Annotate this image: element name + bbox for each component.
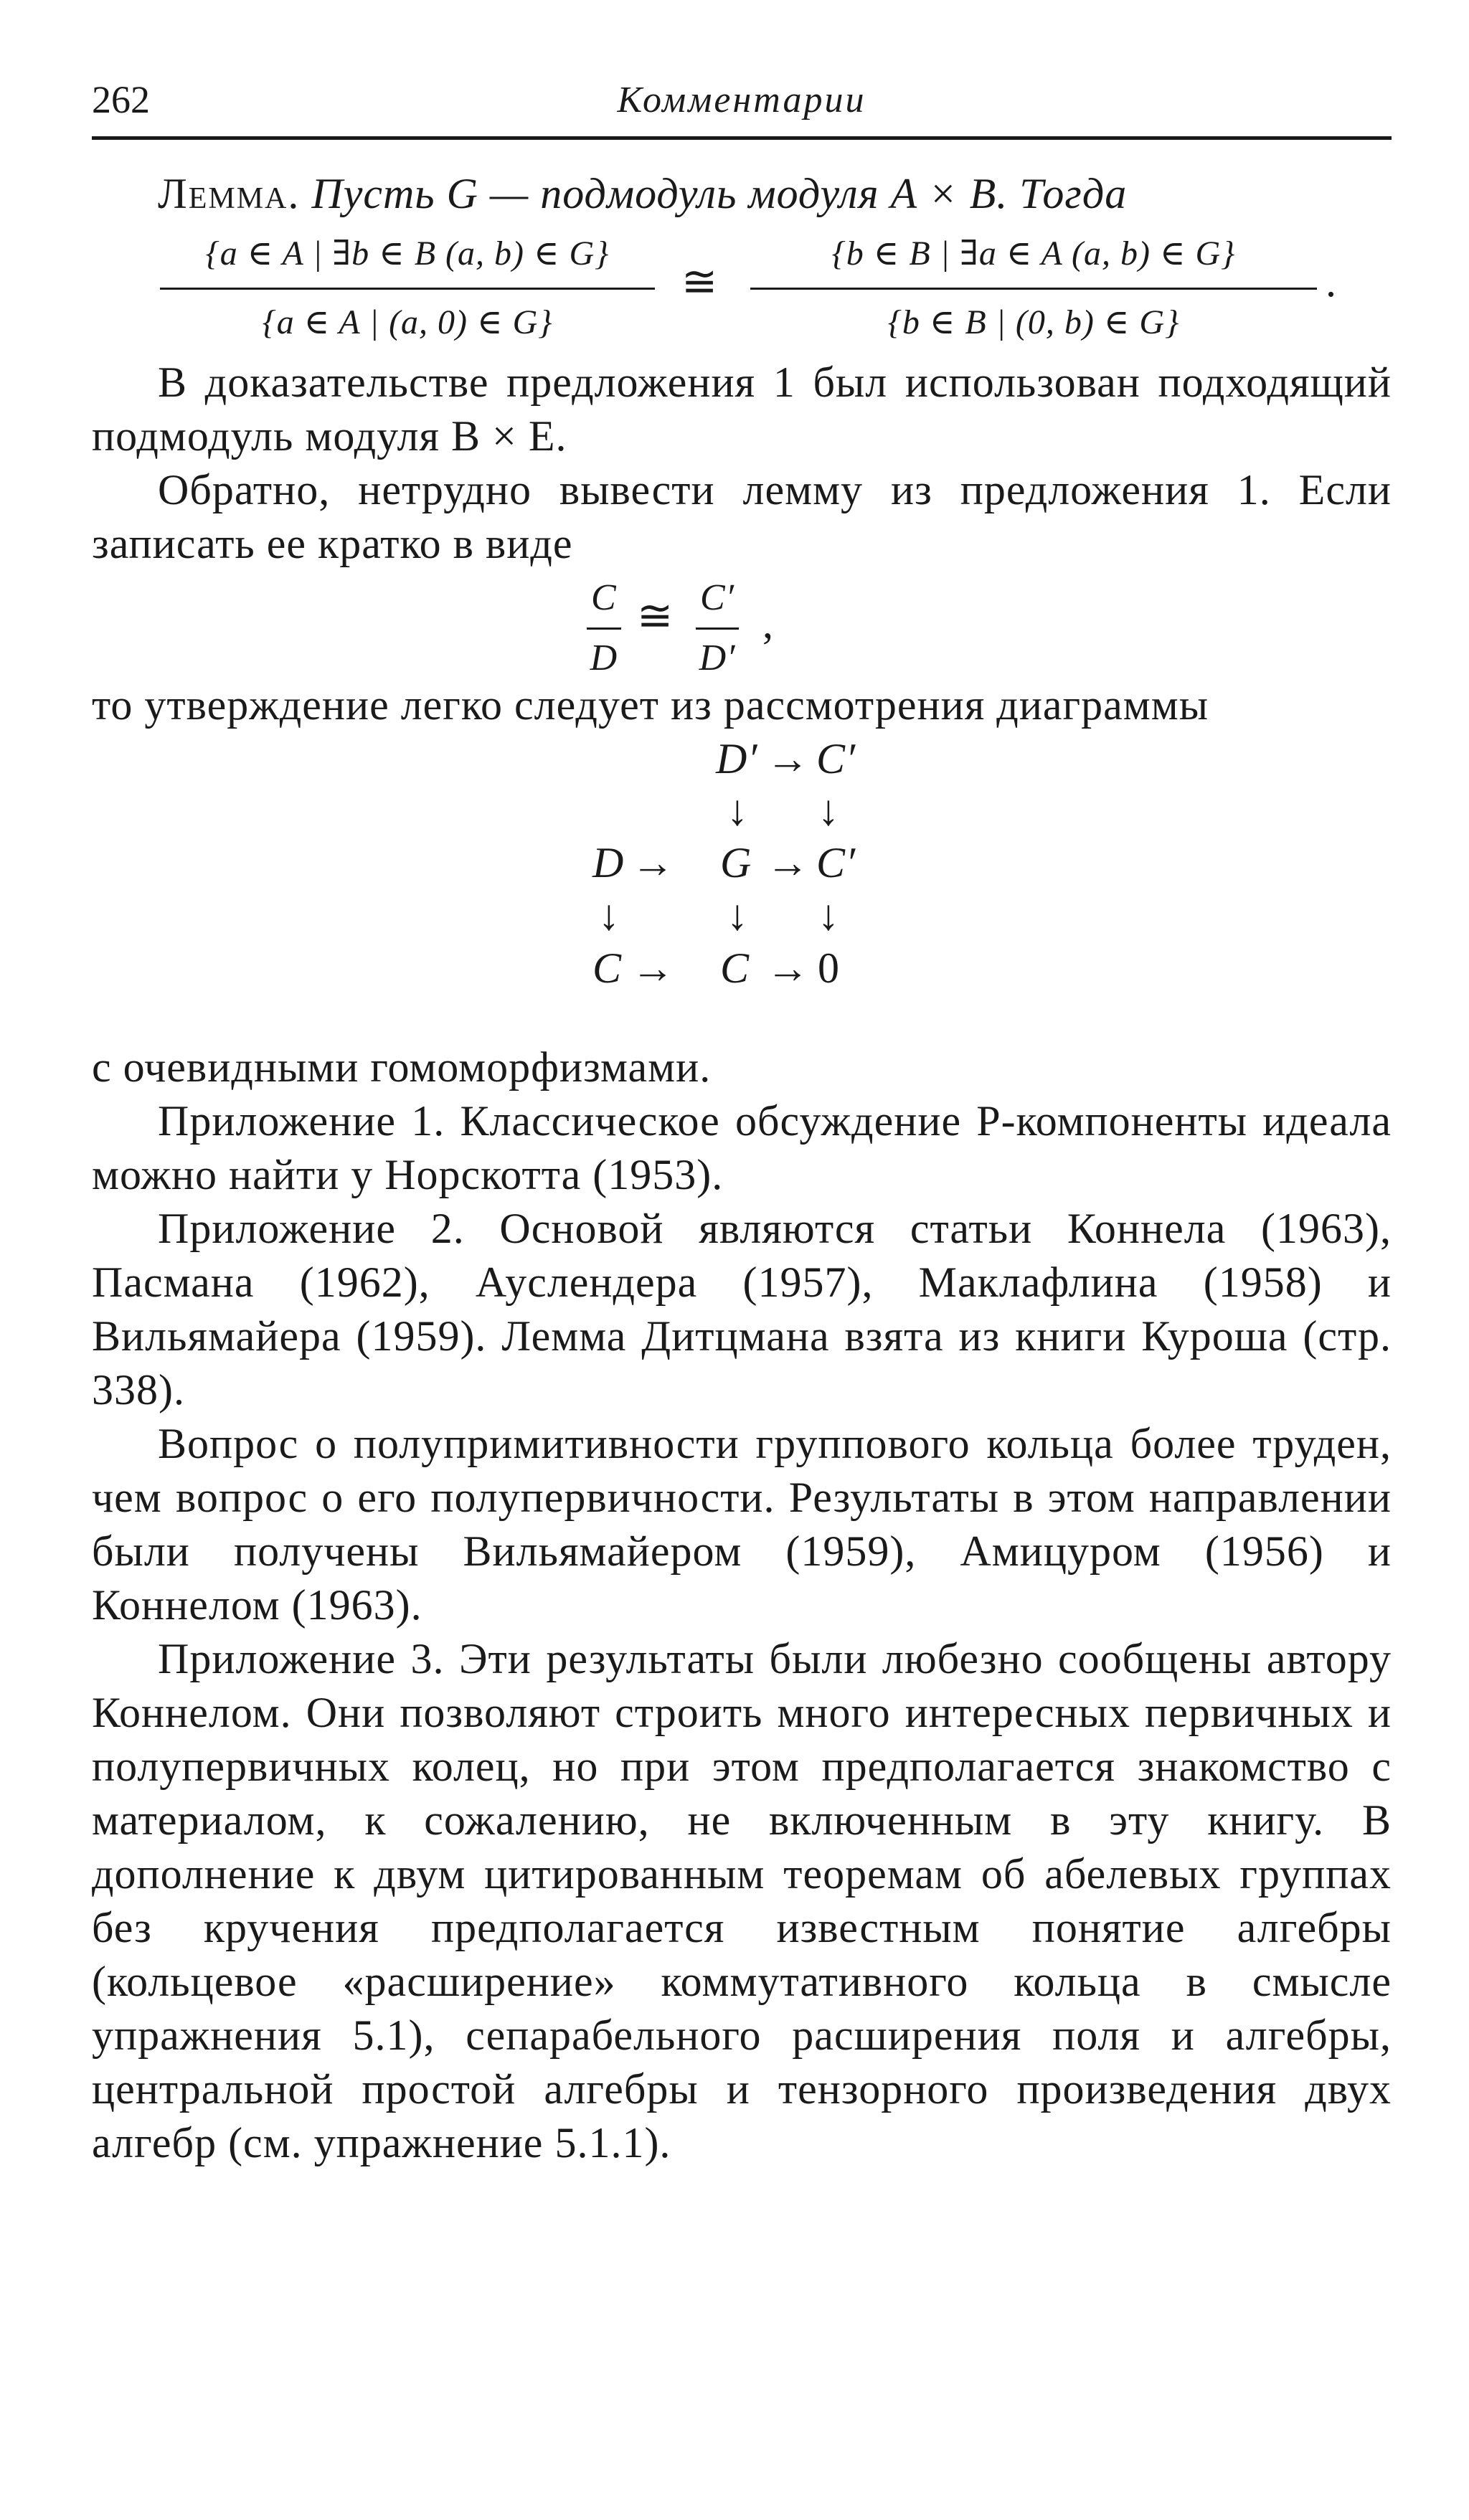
diagram-node: C′: [816, 735, 856, 782]
short-formula-right-numerator: C′: [696, 571, 739, 630]
formula-end-mark: .: [1326, 258, 1337, 305]
formula-left-numerator: {a ∈ A | ∃b ∈ B (a, b) ∈ G}: [160, 227, 655, 290]
diagram-node: 0: [818, 944, 840, 992]
paragraph: Обратно, нетрудно вывести лемму из предложения 1. Если записать ее кратко в виде: [92, 466, 1392, 567]
page-body: [92, 167, 1392, 2170]
short-formula-right: [696, 571, 739, 685]
formula-left-denominator: {a ∈ A | (a, 0) ∈ G}: [262, 303, 553, 341]
diagram-arrow-right: →: [766, 839, 810, 886]
paragraph: Приложение 3. Эти результаты были любезно сообщены автору Коннелом. Они позволяют строить много интересных первичных и полупервичных колец, но при этом предполагается знакомство с материалом, к сожалению, не включенным в эту книгу. В дополнение к двум цитированным теоремам об абелевых группах без кручения предполагается известным понятие алгебры (кольцевое «расширение» коммутативного кольца в смысле упражнения 5.1), сепарабельного расширения поля и алгебры, центральной простой алгебры и тензорного произведения двух алгебр (см. упражнение 5.1.1).: [92, 1635, 1392, 2166]
diagram-arrow-right: →: [631, 944, 675, 992]
commutative-diagram: [92, 732, 1392, 1041]
paragraph: Вопрос о полупримитивности группового кольца более труден, чем вопрос о его полупервичности. Результаты в этом направлении были получены Вильямайером (1959), Амицуром (1956) и Коннелом (1963).: [92, 1420, 1392, 1629]
lemma-label: Лемма.: [158, 170, 301, 217]
diagram-node: G: [720, 839, 752, 886]
paragraph: В доказательстве предложения 1 был использован подходящий подмодуль модуля B × E.: [92, 359, 1392, 460]
short-formula: [92, 571, 1392, 678]
short-formula-left-denominator: D: [590, 638, 618, 678]
paragraph: то утверждение легко следует из рассмотрения диаграммы: [92, 681, 1209, 729]
formula-congruence: ≅: [681, 258, 719, 305]
formula-left-fraction: [160, 227, 655, 349]
lemma-statement: [92, 167, 1392, 221]
lemma-formula: [92, 227, 1392, 356]
running-title: Комментарии: [617, 80, 866, 120]
diagram-arrow-down: ↓: [727, 787, 749, 834]
page-number: 262: [92, 78, 150, 121]
short-formula-left: [587, 571, 621, 685]
diagram-arrow-down: ↓: [818, 787, 840, 834]
paragraph: Приложение 1. Классическое обсуждение P-компоненты идеала можно найти у Норскотта (1953).: [92, 1097, 1392, 1198]
diagram-arrow-down: ↓: [818, 891, 840, 939]
short-formula-congruence: ≅: [637, 592, 674, 640]
diagram-node: C: [592, 944, 623, 992]
formula-right-fraction: [750, 227, 1317, 349]
short-formula-end-mark: ,: [762, 600, 774, 647]
short-formula-left-numerator: C: [587, 571, 621, 630]
formula-right-denominator: {b ∈ B | (0, b) ∈ G}: [887, 303, 1180, 341]
diagram-node: D: [592, 839, 625, 886]
diagram-arrow-right: →: [766, 735, 810, 782]
diagram-arrow-right: →: [631, 839, 675, 886]
paragraph: Приложение 2. Основой являются статьи Коннела (1963), Пасмана (1962), Ауслендера (1957), Маклафлина (1958) и Вильямайера (1959). Лемма Дитцмана взята из книги Куроша (стр. 338).: [92, 1205, 1392, 1413]
diagram-arrow-right: →: [766, 944, 810, 992]
diagram-arrow-down: ↓: [598, 891, 620, 939]
diagram-node: D′: [716, 735, 758, 782]
diagram-node: C′: [816, 839, 856, 886]
lemma-text: Пусть G — подмодуль модуля A × B. Тогда: [311, 170, 1128, 217]
diagram-arrow-down: ↓: [727, 891, 749, 939]
diagram-node: C: [720, 944, 750, 992]
page-header: [92, 72, 1392, 140]
short-formula-right-denominator: D′: [699, 638, 736, 678]
formula-right-numerator: {b ∈ B | ∃a ∈ A (a, b) ∈ G}: [750, 227, 1317, 290]
paragraph: с очевидными гомоморфизмами.: [92, 1043, 712, 1091]
page: [92, 72, 1392, 2170]
